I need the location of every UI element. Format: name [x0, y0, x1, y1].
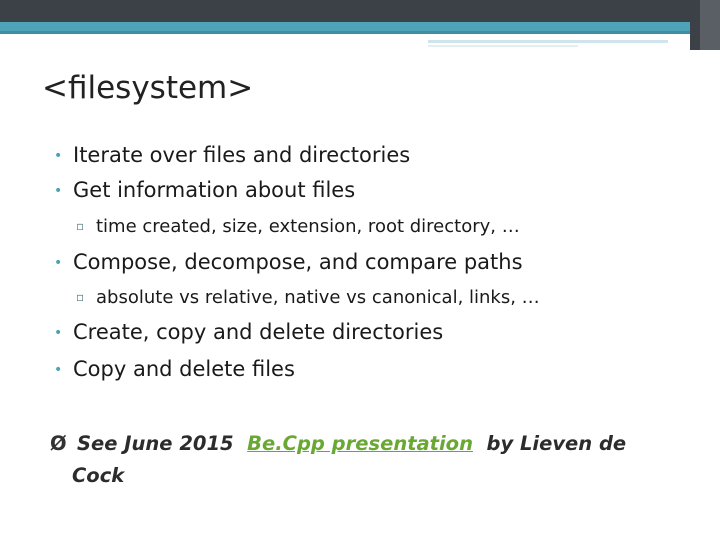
title-bar-decoration [0, 0, 720, 50]
bullet-text: Compose, decompose, and compare paths [73, 250, 523, 274]
bullet-text: Get information about files [73, 178, 356, 202]
square-bullet-icon: ▫ [76, 219, 85, 233]
bullet-dot-icon: • [54, 362, 63, 378]
reference-prefix: See June 2015 [77, 432, 234, 455]
bullet-text: time created, size, extension, root directory, … [96, 216, 520, 237]
bullet-file-info [54, 178, 355, 202]
reference-note [50, 428, 670, 492]
bullet-dot-icon: • [54, 183, 63, 199]
reference-line-2: Cock [72, 464, 125, 487]
bullet-files [54, 357, 295, 381]
reference-suffix: by Lieven de [486, 432, 627, 455]
bullet-directories [54, 320, 443, 344]
bullet-dot-icon: • [54, 325, 63, 341]
bullet-text: Copy and delete files [73, 357, 295, 381]
bullet-text: Iterate over files and directories [73, 143, 411, 167]
presentation-link[interactable]: Be.Cpp presentation [247, 432, 473, 455]
square-bullet-icon: ▫ [76, 290, 85, 304]
bullet-dot-icon: • [54, 255, 63, 271]
arrow-bullet-icon: Ø [50, 432, 67, 455]
bullet-dot-icon: • [54, 148, 63, 164]
sub-bullet-path-kinds [76, 287, 540, 308]
bullet-iterate-files [54, 143, 410, 167]
reference-line-1 [50, 428, 670, 460]
bullet-text: absolute vs relative, native vs canonical, links, … [96, 287, 540, 308]
bullet-compose-paths [54, 250, 523, 274]
bullet-text: Create, copy and delete directories [73, 320, 444, 344]
sub-bullet-file-attributes [76, 216, 520, 237]
slide-title: <filesystem> [42, 70, 254, 106]
